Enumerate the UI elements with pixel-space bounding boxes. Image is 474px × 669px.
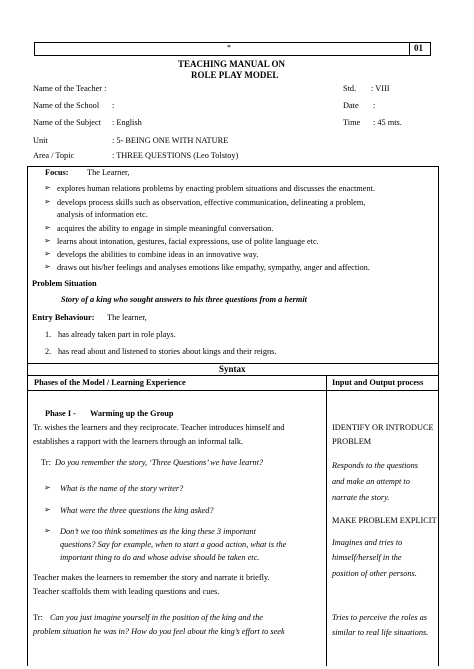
process-heading: MAKE PROBLEM EXPLICIT	[332, 516, 437, 525]
teacher-label: Name of the Teacher :	[33, 84, 107, 93]
focus-item: develops process skills such as observation, effective communication, delineating a problem,	[57, 198, 366, 207]
unit-label: Unit	[33, 136, 48, 145]
body-line: establishes a rapport with the learners through an informal talk.	[33, 437, 244, 446]
phase-label: Phase I -	[45, 409, 76, 418]
time-label: Time	[343, 118, 361, 127]
arrow-icon: ➢	[44, 483, 51, 492]
process-heading: IDENTIFY OR INTRODUCE	[332, 423, 434, 432]
tr-question: Do you remember the story, ‘Three Questions’ we have learnt?	[55, 458, 264, 467]
header-divider	[409, 42, 410, 56]
phase-title: Warming up the Group	[90, 409, 174, 418]
focus-item: develops the abilities to combine ideas in an innovative way.	[57, 250, 259, 259]
syntax-title: Syntax	[219, 364, 246, 374]
entry-item: has read about and listened to stories about kings and their reigns.	[58, 347, 277, 356]
arrow-icon: ➢	[44, 236, 51, 245]
focus-item: explores human relations problems by enacting problem situations and discusses the enactment.	[57, 184, 375, 193]
bullet-question: Don’t we too think sometimes as the king these 3 important	[60, 527, 256, 536]
bullet-question: What were the three questions the king asked?	[60, 506, 214, 515]
page-number: 01	[414, 43, 423, 53]
bullet-question: What is the name of the story writer?	[60, 484, 184, 493]
school-colon: :	[112, 101, 115, 110]
focus-item-cont: analysis of information etc.	[57, 210, 148, 219]
arrow-icon: ➢	[44, 526, 51, 535]
tr-prefix: Tr:	[41, 458, 51, 467]
process-text: position of other persons.	[332, 569, 417, 578]
title-line2: ROLE PLAY MODEL	[191, 70, 279, 80]
focus-label: Focus:	[45, 168, 69, 177]
header-star: *	[227, 43, 231, 52]
focus-item: learns about intonation, gestures, facial expressions, use of polite language etc.	[57, 237, 319, 246]
tr2-prefix: Tr:	[33, 613, 43, 622]
body-line: Teacher makes the learners to remember the story and narrate it briefly.	[33, 573, 270, 582]
date-label: Date	[343, 101, 359, 110]
entry-item: has already taken part in role plays.	[58, 330, 176, 339]
arrow-icon: ➢	[44, 183, 51, 192]
header-bar	[34, 42, 431, 56]
entry-intro: The learner,	[107, 313, 147, 322]
topic-value: : THREE QUESTIONS (Leo Tolstoy)	[112, 151, 239, 160]
std-value: : VIII	[371, 84, 390, 93]
bullet-question-cont: important thing to do and whose advise should be taken etc.	[60, 553, 260, 562]
arrow-icon: ➢	[44, 505, 51, 514]
bullet-question-cont: questions? Say for example, when to start a good action, what is the	[60, 540, 287, 549]
time-value: : 45 mts.	[373, 118, 402, 127]
process-text: similar to real life situations.	[332, 628, 429, 637]
problem-text: Story of a king who sought answers to his three questions from a hermit	[61, 295, 307, 304]
subject-label: Name of the Subject	[33, 118, 101, 127]
problem-label: Problem Situation	[32, 279, 97, 288]
entry-num: 1.	[45, 330, 52, 339]
process-text: Imagines and tries to	[332, 538, 403, 547]
process-text: Tries to perceive the roles as	[332, 613, 428, 622]
syntax-header-rule	[27, 375, 439, 376]
std-label: Std.	[343, 84, 357, 93]
arrow-icon: ➢	[44, 197, 51, 206]
body-line: Teacher scaffolds them with leading questions and cues.	[33, 587, 220, 596]
tr2-line: problem situation he was in? How do you feel about the king’s effort to seek	[33, 627, 285, 636]
process-text: himself/herself in the	[332, 553, 402, 562]
date-colon: :	[373, 101, 376, 110]
process-text: and make an attempt to	[332, 477, 410, 486]
focus-item: acquires the ability to engage in simple meaningful conversation.	[57, 224, 274, 233]
focus-item: draws out his/her feelings and analyses emotions like empathy, sympathy, anger and affection.	[57, 263, 370, 272]
col-header-rule	[27, 390, 439, 391]
column-divider	[326, 375, 327, 666]
entry-num: 2.	[45, 347, 52, 356]
process-text: Responds to the questions	[332, 461, 418, 470]
topic-label: Area / Topic	[33, 151, 75, 160]
process-text: narrate the story.	[332, 493, 390, 502]
entry-label: Entry Behaviour:	[32, 313, 95, 322]
title-line1: TEACHING MANUAL ON	[178, 59, 286, 69]
body-line: Tr. wishes the learners and they reciprocate. Teacher introduces himself and	[33, 423, 285, 432]
col-right-header: Input and Output process	[332, 378, 424, 387]
process-heading: PROBLEM	[332, 437, 372, 446]
arrow-icon: ➢	[44, 223, 51, 232]
subject-value: : English	[112, 118, 142, 127]
arrow-icon: ➢	[44, 262, 51, 271]
arrow-icon: ➢	[44, 249, 51, 258]
unit-value: : 5- BEING ONE WITH NATURE	[112, 136, 229, 145]
focus-intro: The Learner,	[87, 168, 130, 177]
tr2-line: Can you just imagine yourself in the position of the king and the	[50, 613, 263, 622]
col-left-header: Phases of the Model / Learning Experience	[34, 378, 186, 387]
school-label: Name of the School	[33, 101, 100, 110]
